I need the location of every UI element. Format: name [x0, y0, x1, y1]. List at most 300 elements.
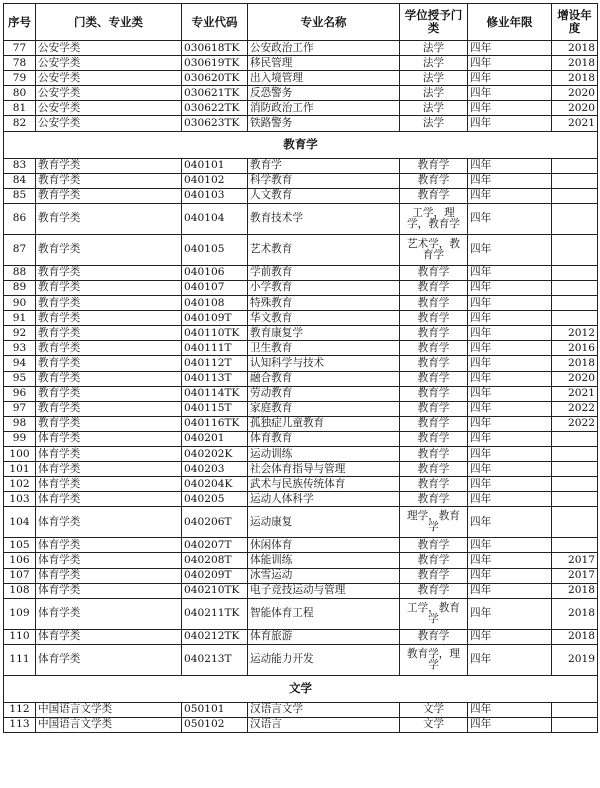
cell-years: 四年: [468, 326, 552, 341]
cell-years: 四年: [468, 173, 552, 188]
cell-degree: 法学: [400, 41, 468, 56]
section-heading-row: [4, 675, 598, 702]
cell-major-name: 反恐警务: [248, 86, 400, 101]
cell-seq: 105: [4, 538, 36, 553]
cell-seq: 79: [4, 71, 36, 86]
cell-degree: 教育学: [400, 280, 468, 295]
cell-code: 040103: [182, 188, 248, 203]
cell-code: 030619TK: [182, 56, 248, 71]
cell-seq: 100: [4, 446, 36, 461]
cell-code: 040101: [182, 158, 248, 173]
cell-added-year: [552, 462, 598, 477]
cell-seq: 90: [4, 296, 36, 311]
cell-major-name: 运动康复: [248, 507, 400, 538]
cell-major-name: 华文教育: [248, 311, 400, 326]
cell-added-year: [552, 265, 598, 280]
cell-degree: 理学，教育学: [400, 507, 468, 538]
cell-major-name: 冰雪运动: [248, 568, 400, 583]
cell-added-year: [552, 717, 598, 732]
cell-seq: 81: [4, 101, 36, 116]
table-row: [4, 477, 598, 492]
cell-major-name: 人文教育: [248, 188, 400, 203]
cell-code: 030623TK: [182, 116, 248, 131]
cell-category: 教育学类: [36, 311, 182, 326]
cell-degree: 教育学: [400, 629, 468, 644]
cell-years: 四年: [468, 280, 552, 295]
cell-major-name: 孤独症儿童教育: [248, 416, 400, 431]
cell-degree: 教育学: [400, 477, 468, 492]
cell-major-name: 公安政治工作: [248, 41, 400, 56]
cell-category: 教育学类: [36, 416, 182, 431]
cell-seq: 103: [4, 492, 36, 507]
cell-category: 教育学类: [36, 280, 182, 295]
cell-seq: 98: [4, 416, 36, 431]
cell-added-year: 2020: [552, 86, 598, 101]
cell-major-name: 劳动教育: [248, 386, 400, 401]
table-row: [4, 598, 598, 629]
cell-years: 四年: [468, 86, 552, 101]
table-row: [4, 446, 598, 461]
cell-seq: 80: [4, 86, 36, 101]
cell-code: 040202K: [182, 446, 248, 461]
cell-major-name: 体育旅游: [248, 629, 400, 644]
cell-code: 040201: [182, 431, 248, 446]
table-row: [4, 371, 598, 386]
cell-added-year: 2018: [552, 583, 598, 598]
cell-code: 040105: [182, 234, 248, 265]
cell-category: 体育学类: [36, 492, 182, 507]
cell-years: 四年: [468, 101, 552, 116]
section-heading: 教育学: [4, 131, 598, 158]
cell-category: 教育学类: [36, 356, 182, 371]
cell-added-year: [552, 477, 598, 492]
cell-code: 040211TK: [182, 598, 248, 629]
cell-years: 四年: [468, 507, 552, 538]
cell-major-name: 教育康复学: [248, 326, 400, 341]
cell-seq: 106: [4, 553, 36, 568]
table-row: [4, 71, 598, 86]
table-row: [4, 296, 598, 311]
table-row: [4, 462, 598, 477]
cell-seq: 78: [4, 56, 36, 71]
cell-added-year: [552, 280, 598, 295]
cell-code: 040112T: [182, 356, 248, 371]
table-row: [4, 56, 598, 71]
cell-years: 四年: [468, 311, 552, 326]
cell-years: 四年: [468, 598, 552, 629]
cell-code: 040115T: [182, 401, 248, 416]
cell-category: 教育学类: [36, 265, 182, 280]
cell-major-name: 运动能力开发: [248, 644, 400, 675]
cell-category: 体育学类: [36, 462, 182, 477]
cell-added-year: 2019: [552, 644, 598, 675]
cell-major-name: 卫生教育: [248, 341, 400, 356]
cell-degree: 艺术学，教育学: [400, 234, 468, 265]
table-row: [4, 431, 598, 446]
cell-category: 公安学类: [36, 56, 182, 71]
cell-added-year: 2018: [552, 56, 598, 71]
cell-degree: 法学: [400, 56, 468, 71]
cell-major-name: 移民管理: [248, 56, 400, 71]
cell-degree: 教育学: [400, 341, 468, 356]
cell-code: 030620TK: [182, 71, 248, 86]
cell-code: 040212TK: [182, 629, 248, 644]
cell-added-year: 2018: [552, 598, 598, 629]
cell-years: 四年: [468, 568, 552, 583]
table-row: [4, 341, 598, 356]
cell-degree: 文学: [400, 717, 468, 732]
cell-degree: 教育学: [400, 386, 468, 401]
cell-major-name: 特殊教育: [248, 296, 400, 311]
cell-category: 教育学类: [36, 234, 182, 265]
cell-degree: 工学，教育学: [400, 598, 468, 629]
cell-added-year: 2018: [552, 71, 598, 86]
cell-category: 公安学类: [36, 71, 182, 86]
cell-major-name: 汉语言文学: [248, 702, 400, 717]
cell-category: 教育学类: [36, 386, 182, 401]
table-row: [4, 158, 598, 173]
cell-code: 040116TK: [182, 416, 248, 431]
cell-degree: 教育学: [400, 538, 468, 553]
cell-degree: 教育学: [400, 296, 468, 311]
cell-degree: 教育学: [400, 568, 468, 583]
cell-seq: 96: [4, 386, 36, 401]
cell-category: 体育学类: [36, 568, 182, 583]
cell-category: 教育学类: [36, 296, 182, 311]
cell-years: 四年: [468, 629, 552, 644]
cell-code: 040113T: [182, 371, 248, 386]
table-row: [4, 203, 598, 234]
cell-seq: 92: [4, 326, 36, 341]
cell-major-name: 运动训练: [248, 446, 400, 461]
cell-code: 040206T: [182, 507, 248, 538]
cell-major-name: 融合教育: [248, 371, 400, 386]
table-row: [4, 538, 598, 553]
table-row: [4, 492, 598, 507]
cell-years: 四年: [468, 553, 552, 568]
cell-major-name: 体能训练: [248, 553, 400, 568]
cell-years: 四年: [468, 296, 552, 311]
cell-category: 体育学类: [36, 629, 182, 644]
cell-degree: 教育学: [400, 416, 468, 431]
cell-years: 四年: [468, 386, 552, 401]
cell-years: 四年: [468, 644, 552, 675]
cell-years: 四年: [468, 431, 552, 446]
cell-seq: 85: [4, 188, 36, 203]
cell-category: 教育学类: [36, 158, 182, 173]
cell-degree: 教育学: [400, 311, 468, 326]
cell-added-year: 2017: [552, 568, 598, 583]
cell-code: 040102: [182, 173, 248, 188]
cell-code: 040205: [182, 492, 248, 507]
cell-years: 四年: [468, 538, 552, 553]
cell-major-name: 智能体育工程: [248, 598, 400, 629]
cell-category: 公安学类: [36, 86, 182, 101]
cell-major-name: 社会体育指导与管理: [248, 462, 400, 477]
cell-years: 四年: [468, 71, 552, 86]
table-row: [4, 568, 598, 583]
table-row: [4, 234, 598, 265]
cell-code: 040107: [182, 280, 248, 295]
cell-added-year: 2022: [552, 416, 598, 431]
cell-seq: 95: [4, 371, 36, 386]
table-row: [4, 717, 598, 732]
cell-major-name: 认知科学与技术: [248, 356, 400, 371]
cell-years: 四年: [468, 265, 552, 280]
cell-major-name: 小学教育: [248, 280, 400, 295]
cell-degree: 教育学: [400, 356, 468, 371]
cell-major-name: 汉语言: [248, 717, 400, 732]
cell-degree: 文学: [400, 702, 468, 717]
cell-code: 030618TK: [182, 41, 248, 56]
cell-category: 体育学类: [36, 553, 182, 568]
cell-added-year: [552, 702, 598, 717]
cell-added-year: 2018: [552, 356, 598, 371]
cell-years: 四年: [468, 401, 552, 416]
cell-added-year: 2012: [552, 326, 598, 341]
cell-code: 040207T: [182, 538, 248, 553]
cell-category: 公安学类: [36, 101, 182, 116]
cell-added-year: [552, 173, 598, 188]
cell-years: 四年: [468, 492, 552, 507]
cell-category: 体育学类: [36, 598, 182, 629]
cell-seq: 83: [4, 158, 36, 173]
cell-degree: 教育学: [400, 446, 468, 461]
header-added-year: 增设年度: [552, 4, 598, 41]
cell-added-year: 2017: [552, 553, 598, 568]
cell-degree: 法学: [400, 71, 468, 86]
cell-category: 教育学类: [36, 371, 182, 386]
table-row: [4, 401, 598, 416]
cell-added-year: [552, 234, 598, 265]
cell-degree: 教育学: [400, 583, 468, 598]
cell-major-name: 电子竞技运动与管理: [248, 583, 400, 598]
cell-category: 公安学类: [36, 116, 182, 131]
cell-category: 教育学类: [36, 341, 182, 356]
cell-category: 教育学类: [36, 188, 182, 203]
cell-years: 四年: [468, 446, 552, 461]
cell-code: 030621TK: [182, 86, 248, 101]
cell-major-name: 休闲体育: [248, 538, 400, 553]
cell-added-year: [552, 296, 598, 311]
table-row: [4, 416, 598, 431]
cell-years: 四年: [468, 234, 552, 265]
cell-major-name: 消防政治工作: [248, 101, 400, 116]
cell-added-year: 2018: [552, 629, 598, 644]
table-row: [4, 41, 598, 56]
cell-seq: 108: [4, 583, 36, 598]
cell-added-year: [552, 203, 598, 234]
table-row: [4, 326, 598, 341]
cell-seq: 102: [4, 477, 36, 492]
cell-years: 四年: [468, 188, 552, 203]
cell-seq: 113: [4, 717, 36, 732]
cell-degree: 教育学: [400, 462, 468, 477]
table-row: [4, 644, 598, 675]
table-row: [4, 386, 598, 401]
table-row: [4, 553, 598, 568]
cell-seq: 111: [4, 644, 36, 675]
cell-degree: 工学，理学，教育学: [400, 203, 468, 234]
cell-added-year: 2020: [552, 101, 598, 116]
header-seq: 序号: [4, 4, 36, 41]
cell-category: 中国语言文学类: [36, 717, 182, 732]
cell-category: 体育学类: [36, 583, 182, 598]
cell-seq: 88: [4, 265, 36, 280]
cell-years: 四年: [468, 203, 552, 234]
section-heading: 文学: [4, 675, 598, 702]
cell-category: 公安学类: [36, 41, 182, 56]
cell-years: 四年: [468, 583, 552, 598]
cell-years: 四年: [468, 477, 552, 492]
cell-degree: 教育学: [400, 553, 468, 568]
cell-category: 体育学类: [36, 538, 182, 553]
cell-added-year: 2021: [552, 116, 598, 131]
cell-category: 教育学类: [36, 203, 182, 234]
cell-degree: 教育学: [400, 492, 468, 507]
header-code: 专业代码: [182, 4, 248, 41]
cell-code: 040210TK: [182, 583, 248, 598]
cell-code: 050102: [182, 717, 248, 732]
cell-seq: 109: [4, 598, 36, 629]
cell-seq: 101: [4, 462, 36, 477]
cell-degree: 教育学: [400, 401, 468, 416]
cell-major-name: 学前教育: [248, 265, 400, 280]
cell-major-name: 教育技术学: [248, 203, 400, 234]
cell-code: 040114TK: [182, 386, 248, 401]
cell-degree: 教育学，理学: [400, 644, 468, 675]
majors-table: [3, 3, 598, 733]
cell-degree: 法学: [400, 116, 468, 131]
cell-degree: 教育学: [400, 265, 468, 280]
cell-seq: 91: [4, 311, 36, 326]
cell-seq: 84: [4, 173, 36, 188]
cell-seq: 77: [4, 41, 36, 56]
cell-degree: 教育学: [400, 431, 468, 446]
cell-years: 四年: [468, 717, 552, 732]
table-row: [4, 356, 598, 371]
table-row: [4, 86, 598, 101]
cell-code: 040104: [182, 203, 248, 234]
cell-category: 体育学类: [36, 644, 182, 675]
cell-added-year: 2021: [552, 386, 598, 401]
cell-years: 四年: [468, 158, 552, 173]
cell-category: 体育学类: [36, 507, 182, 538]
cell-seq: 87: [4, 234, 36, 265]
cell-seq: 97: [4, 401, 36, 416]
section-heading-row: [4, 131, 598, 158]
cell-added-year: [552, 507, 598, 538]
cell-code: 050101: [182, 702, 248, 717]
cell-added-year: [552, 311, 598, 326]
table-body: [4, 41, 598, 733]
cell-years: 四年: [468, 341, 552, 356]
cell-degree: 教育学: [400, 371, 468, 386]
cell-major-name: 铁路警务: [248, 116, 400, 131]
cell-years: 四年: [468, 416, 552, 431]
cell-years: 四年: [468, 56, 552, 71]
cell-seq: 107: [4, 568, 36, 583]
cell-code: 040203: [182, 462, 248, 477]
header-category: 门类、专业类: [36, 4, 182, 41]
cell-category: 教育学类: [36, 173, 182, 188]
cell-code: 040106: [182, 265, 248, 280]
header-years: 修业年限: [468, 4, 552, 41]
cell-major-name: 家庭教育: [248, 401, 400, 416]
table-row: [4, 583, 598, 598]
cell-degree: 法学: [400, 101, 468, 116]
cell-years: 四年: [468, 41, 552, 56]
table-row: [4, 265, 598, 280]
cell-major-name: 体育教育: [248, 431, 400, 446]
cell-major-name: 运动人体科学: [248, 492, 400, 507]
cell-seq: 82: [4, 116, 36, 131]
cell-seq: 99: [4, 431, 36, 446]
cell-major-name: 出入境管理: [248, 71, 400, 86]
cell-code: 030622TK: [182, 101, 248, 116]
cell-added-year: 2022: [552, 401, 598, 416]
cell-code: 040208T: [182, 553, 248, 568]
cell-years: 四年: [468, 462, 552, 477]
cell-added-year: [552, 431, 598, 446]
cell-added-year: 2018: [552, 41, 598, 56]
table-row: [4, 507, 598, 538]
cell-degree: 教育学: [400, 326, 468, 341]
cell-added-year: [552, 538, 598, 553]
table-row: [4, 702, 598, 717]
cell-category: 体育学类: [36, 446, 182, 461]
cell-major-name: 艺术教育: [248, 234, 400, 265]
cell-years: 四年: [468, 356, 552, 371]
table-row: [4, 101, 598, 116]
cell-added-year: 2020: [552, 371, 598, 386]
table-row: [4, 116, 598, 131]
cell-seq: 89: [4, 280, 36, 295]
cell-code: 040109T: [182, 311, 248, 326]
cell-degree: 教育学: [400, 158, 468, 173]
cell-seq: 112: [4, 702, 36, 717]
cell-code: 040213T: [182, 644, 248, 675]
cell-degree: 教育学: [400, 173, 468, 188]
cell-code: 040111T: [182, 341, 248, 356]
cell-code: 040108: [182, 296, 248, 311]
cell-seq: 104: [4, 507, 36, 538]
cell-added-year: 2016: [552, 341, 598, 356]
cell-category: 体育学类: [36, 477, 182, 492]
cell-code: 040209T: [182, 568, 248, 583]
cell-major-name: 教育学: [248, 158, 400, 173]
cell-added-year: [552, 492, 598, 507]
table-row: [4, 280, 598, 295]
header-name: 专业名称: [248, 4, 400, 41]
cell-added-year: [552, 158, 598, 173]
cell-category: 教育学类: [36, 401, 182, 416]
cell-seq: 110: [4, 629, 36, 644]
cell-major-name: 科学教育: [248, 173, 400, 188]
cell-code: 040110TK: [182, 326, 248, 341]
cell-seq: 94: [4, 356, 36, 371]
cell-added-year: [552, 446, 598, 461]
cell-added-year: [552, 188, 598, 203]
table-header-row: [4, 4, 598, 41]
cell-years: 四年: [468, 116, 552, 131]
cell-category: 体育学类: [36, 431, 182, 446]
cell-category: 中国语言文学类: [36, 702, 182, 717]
table-row: [4, 629, 598, 644]
cell-major-name: 武术与民族传统体育: [248, 477, 400, 492]
table-row: [4, 188, 598, 203]
cell-category: 教育学类: [36, 326, 182, 341]
